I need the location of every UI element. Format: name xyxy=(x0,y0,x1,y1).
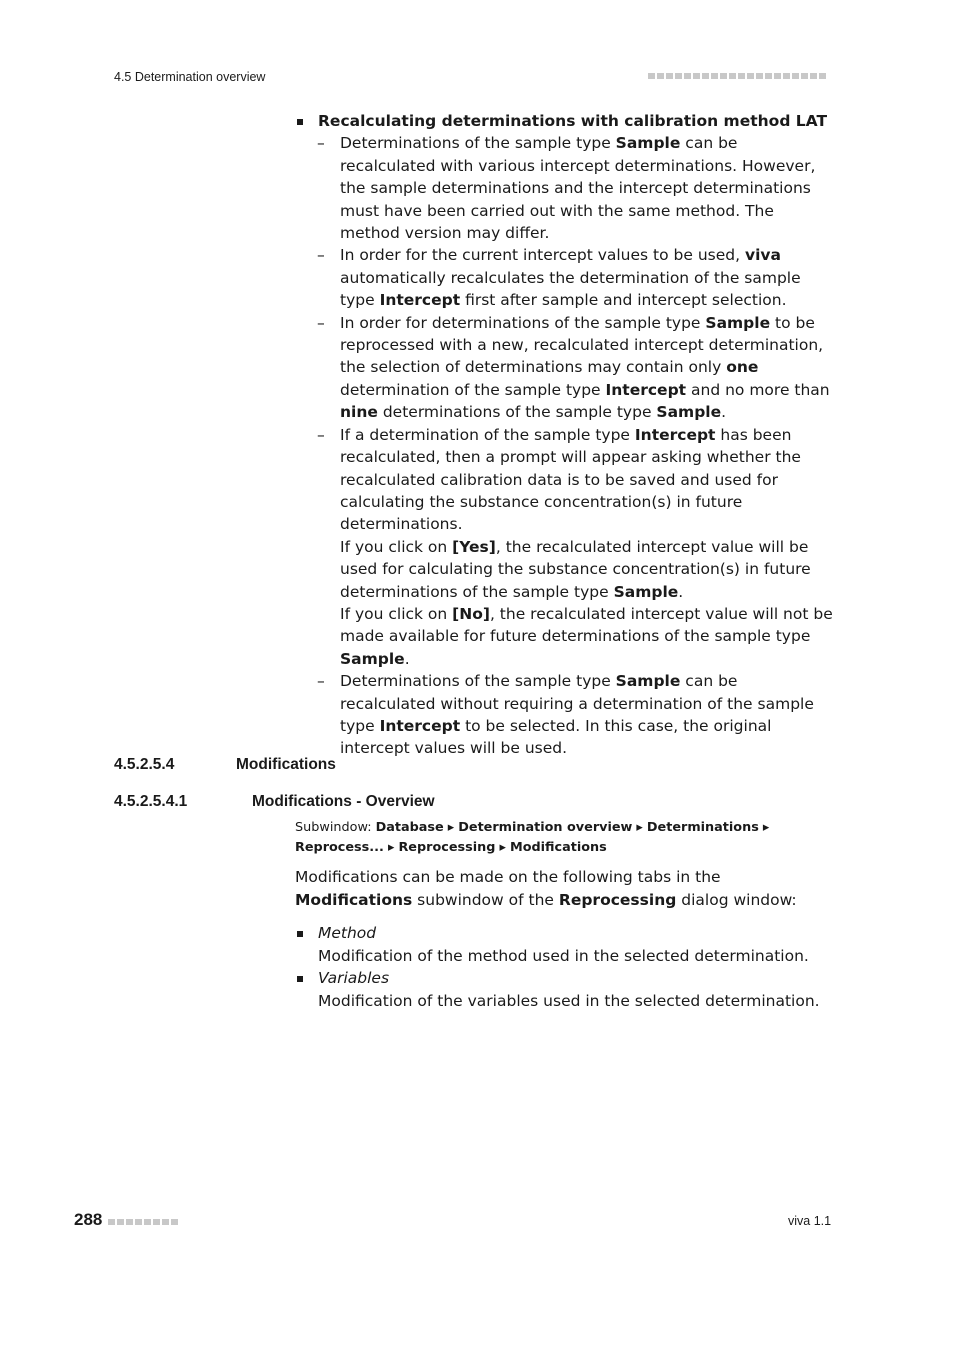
list-item: – Determinations of the sample type Sample can be recalculated with various intercept determinations. However, the sample determinations and the intercept determinations must have been carried out with the same method. The method version may differ. xyxy=(295,132,835,244)
bullet-title: Recalculating determinations with calibration method LAT xyxy=(318,112,828,130)
section-heading-overview xyxy=(114,793,435,811)
running-head: 4.5 Determination overview xyxy=(114,70,266,84)
bullet-lat xyxy=(295,110,835,132)
tab-name: Method xyxy=(318,924,377,942)
product-version: viva 1.1 xyxy=(788,1214,832,1228)
tabs-list xyxy=(295,922,835,1012)
intro-paragraph: Modifications can be made on the following tabs in the Modifications subwindow of the Reprocessing dialog window: xyxy=(295,868,797,909)
list-item xyxy=(295,967,835,1012)
tab-description: Modification of the variables used in the selected determination. xyxy=(318,991,820,1010)
dash-list xyxy=(295,132,835,759)
header-decoration xyxy=(648,73,826,79)
page-number: 288 xyxy=(74,1210,103,1229)
section-title: Modifications - Overview xyxy=(252,793,435,810)
lat-section xyxy=(295,110,835,760)
section-number: 4.5.2.5.4.1 xyxy=(114,793,188,810)
tab-description: Modification of the method used in the selected determination. xyxy=(318,946,809,965)
list-item: – In order for determinations of the sample type Sample to be reprocessed with a new, recalculated intercept determination, the selection of determinations may contain only one determination of the sample type Intercept and no more than nine determinations of the sample type Sample. xyxy=(295,312,835,424)
footer-decoration xyxy=(108,1219,178,1225)
list-item: – In order for the current intercept values to be used, viva automatically recalculates the determination of the sample type Intercept first after sample and intercept selection. xyxy=(295,244,835,311)
section-number: 4.5.2.5.4 xyxy=(114,756,175,773)
section-heading-modifications xyxy=(114,756,336,774)
tab-name: Variables xyxy=(318,969,390,987)
subwindow-path: Subwindow: Database ▸ Determination overview ▸ Determinations ▸ Reprocess... ▸ Reprocessing ▸ Modifications xyxy=(295,820,770,855)
list-item: – If a determination of the sample type Intercept has been recalculated, then a prompt will appear asking whether the recalculated calibration data is to be saved and used for calculating the substance concentration(s) in future determinations. If you click on [Yes], the recalculated intercept value will be used for calculating the substance concentration(s) in future determinations of the sample type Sample. If you click on [No], the recalculated intercept value will not be made available for future determinations of the sample type Sample. xyxy=(295,424,835,670)
section-title: Modifications xyxy=(236,756,336,773)
list-item: – Determinations of the sample type Sample can be recalculated without requiring a determination of the sample type Intercept to be selected. In this case, the original intercept values will be used. xyxy=(295,670,835,760)
list-item xyxy=(295,922,835,967)
